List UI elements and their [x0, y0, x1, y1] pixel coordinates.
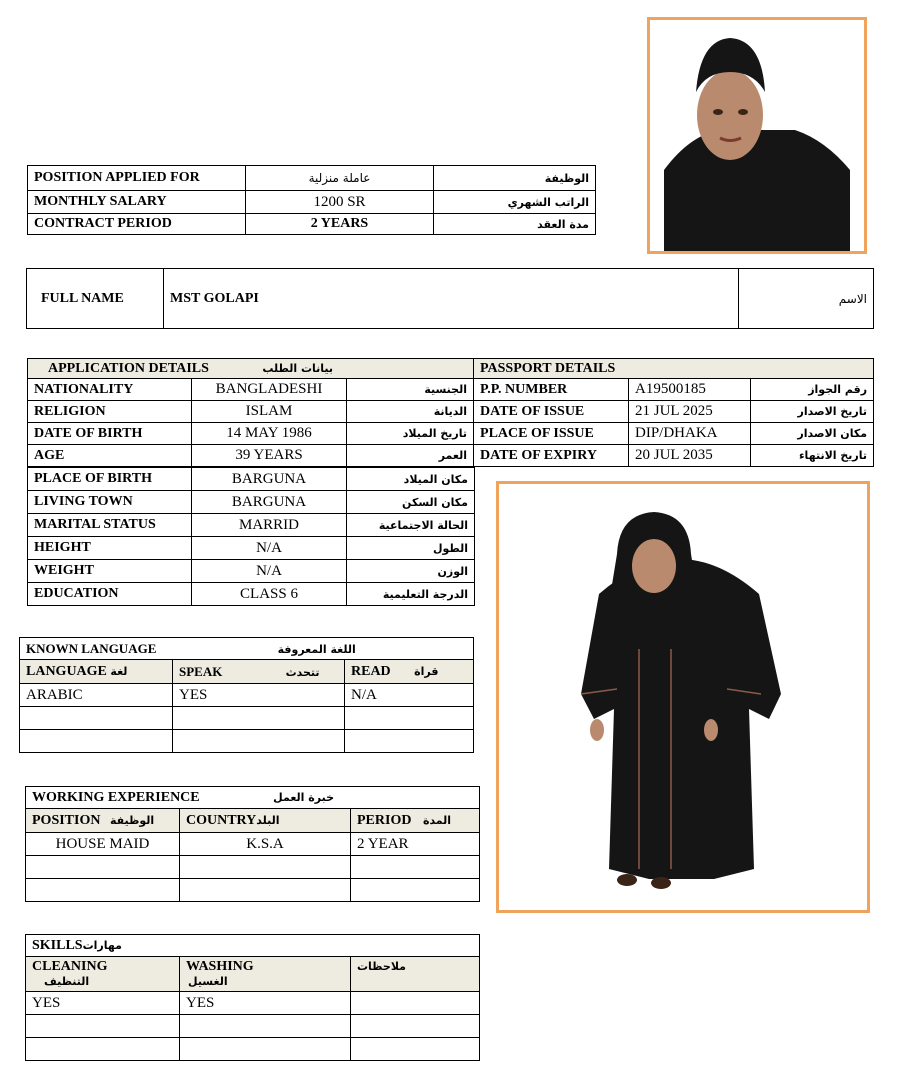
language-row [20, 684, 474, 707]
country-cell [180, 856, 351, 879]
app-label-ar: الديانة [347, 401, 474, 423]
app-label: PLACE OF BIRTH [28, 468, 192, 491]
washing-cell [180, 1015, 351, 1038]
portrait-photo [647, 17, 867, 254]
passport-title: PASSPORT DETAILS [474, 359, 874, 379]
washing-cell: YES [180, 992, 351, 1015]
app-label: RELIGION [28, 401, 192, 423]
notes-cell [351, 992, 480, 1015]
experience-title-ar: خبرة العمل [273, 790, 335, 804]
language-title: KNOWN LANGUAGE اللغة المعروفة [20, 638, 474, 660]
app-value: BARGUNA [192, 468, 347, 491]
full-name-value: MST GOLAPI [164, 269, 739, 329]
pp-value: 20 JUL 2035 [629, 445, 751, 467]
app-label: WEIGHT [28, 560, 192, 583]
language-header-row [20, 660, 474, 684]
salary-label: MONTHLY SALARY [28, 191, 246, 214]
washing-col-header: WASHING الغسيل [180, 957, 351, 992]
pp-label-ar: رقم الجواز [751, 379, 874, 401]
app-value: BARGUNA [192, 491, 347, 514]
cleaning-cell [26, 1038, 180, 1061]
skills-row [26, 1015, 480, 1038]
app-value: 39 YEARS [192, 445, 347, 467]
read-cell [345, 707, 474, 730]
skills-row [26, 992, 480, 1015]
country-cell: K.S.A [180, 833, 351, 856]
app-label-ar: مكان الميلاد [347, 468, 475, 491]
details-row [28, 468, 475, 491]
details-row [28, 379, 874, 401]
position-col-header: POSITION الوظيفة [26, 809, 180, 833]
notes-cell [351, 1015, 480, 1038]
app-value: N/A [192, 537, 347, 560]
speak-col-header: SPEAK تتحدث [173, 660, 345, 684]
language-title-ar: اللغة المعروفة [277, 642, 356, 656]
details-row [28, 491, 475, 514]
skills-table [25, 934, 480, 1061]
pp-label: P.P. NUMBER [474, 379, 629, 401]
application-continued-table [27, 467, 475, 606]
speak-cell: YES [173, 684, 345, 707]
contract-label: CONTRACT PERIOD [28, 214, 246, 235]
language-cell [20, 730, 173, 753]
cleaning-cell: YES [26, 992, 180, 1015]
app-label-ar: العمر [347, 445, 474, 467]
details-row [28, 423, 874, 445]
details-row [28, 445, 874, 467]
experience-row [26, 833, 480, 856]
period-col-header: PERIOD المدة [351, 809, 480, 833]
app-label-ar: الوزن [347, 560, 475, 583]
app-label-ar: الحالة الاجتماعية [347, 514, 475, 537]
app-value: 14 MAY 1986 [192, 423, 347, 445]
details-table [27, 358, 874, 467]
language-title-row [20, 638, 474, 660]
full-body-photo [496, 481, 870, 913]
position-row [28, 166, 596, 191]
pp-value: DIP/DHAKA [629, 423, 751, 445]
application-title-ar: بيانات الطلب [262, 361, 334, 375]
skills-title: SKILLSمهارات [26, 935, 480, 957]
app-label-ar: تاريخ الميلاد [347, 423, 474, 445]
period-cell [351, 879, 480, 902]
skills-title-ar: مهارات [82, 938, 122, 952]
app-value: ISLAM [192, 401, 347, 423]
app-label: EDUCATION [28, 583, 192, 606]
read-cell [345, 730, 474, 753]
app-label: NATIONALITY [28, 379, 192, 401]
salary-value: 1200 SR [246, 191, 434, 214]
speak-cell [173, 730, 345, 753]
app-value: N/A [192, 560, 347, 583]
position-cell [26, 856, 180, 879]
pp-label-ar: تاريخ الانتهاء [751, 445, 874, 467]
app-value: MARRID [192, 514, 347, 537]
app-label-ar: الجنسية [347, 379, 474, 401]
position-cell [26, 879, 180, 902]
pp-value: A19500185 [629, 379, 751, 401]
country-cell [180, 879, 351, 902]
app-label-ar: الطول [347, 537, 475, 560]
period-cell: 2 YEAR [351, 833, 480, 856]
contract-label-ar: مدة العقد [434, 214, 596, 235]
app-label: MARITAL STATUS [28, 514, 192, 537]
salary-label-ar: الراتب الشهري [434, 191, 596, 214]
language-table [19, 637, 474, 753]
app-label: DATE OF BIRTH [28, 423, 192, 445]
position-cell: HOUSE MAID [26, 833, 180, 856]
position-label-ar: الوظيفة [434, 166, 596, 191]
full-name-label: FULL NAME [27, 269, 164, 329]
cleaning-cell [26, 1015, 180, 1038]
experience-row [26, 856, 480, 879]
portrait-image [650, 20, 864, 251]
full-name-label-ar: الاسم [739, 269, 874, 329]
read-cell: N/A [345, 684, 474, 707]
skills-header-row [26, 957, 480, 992]
experience-row [26, 879, 480, 902]
pp-label: PLACE OF ISSUE [474, 423, 629, 445]
contract-row [28, 214, 596, 235]
cleaning-col-header: CLEANING التنظيف [26, 957, 180, 992]
language-cell [20, 707, 173, 730]
app-label: LIVING TOWN [28, 491, 192, 514]
app-value: CLASS 6 [192, 583, 347, 606]
language-row [20, 730, 474, 753]
pp-label: DATE OF EXPIRY [474, 445, 629, 467]
salary-row [28, 191, 596, 214]
app-label-ar: مكان السكن [347, 491, 475, 514]
full-body-image [499, 484, 867, 910]
language-col-header: LANGUAGE لغة [20, 660, 173, 684]
notes-col-header: ملاحظات [351, 957, 480, 992]
skills-title-row [26, 935, 480, 957]
full-name-table [26, 268, 874, 329]
app-label: HEIGHT [28, 537, 192, 560]
experience-table [25, 786, 480, 902]
details-row [28, 560, 475, 583]
skills-row [26, 1038, 480, 1061]
details-row [28, 514, 475, 537]
contract-value: 2 YEARS [246, 214, 434, 235]
washing-cell [180, 1038, 351, 1061]
speak-cell [173, 707, 345, 730]
experience-title-row [26, 787, 480, 809]
app-value: BANGLADESHI [192, 379, 347, 401]
details-row [28, 537, 475, 560]
app-label-ar: الدرجة التعليمية [347, 583, 475, 606]
pp-label: DATE OF ISSUE [474, 401, 629, 423]
experience-header-row [26, 809, 480, 833]
pp-label-ar: تاريخ الاصدار [751, 401, 874, 423]
experience-title: WORKING EXPERIENCE خبرة العمل [26, 787, 480, 809]
details-row [28, 583, 475, 606]
details-row [28, 401, 874, 423]
period-cell [351, 856, 480, 879]
position-table [27, 165, 596, 235]
pp-label-ar: مكان الاصدار [751, 423, 874, 445]
pp-value: 21 JUL 2025 [629, 401, 751, 423]
position-label: POSITION APPLIED FOR [28, 166, 246, 191]
read-col-header: READ قراة [345, 660, 474, 684]
position-value: عاملة منزلية [246, 166, 434, 191]
app-label: AGE [28, 445, 192, 467]
language-row [20, 707, 474, 730]
language-cell: ARABIC [20, 684, 173, 707]
notes-cell [351, 1038, 480, 1061]
details-header-row [28, 359, 874, 379]
country-col-header: COUNTRYالبلد [180, 809, 351, 833]
full-name-row [27, 269, 874, 329]
application-title: APPLICATION DETAILS بيانات الطلب [28, 359, 474, 379]
